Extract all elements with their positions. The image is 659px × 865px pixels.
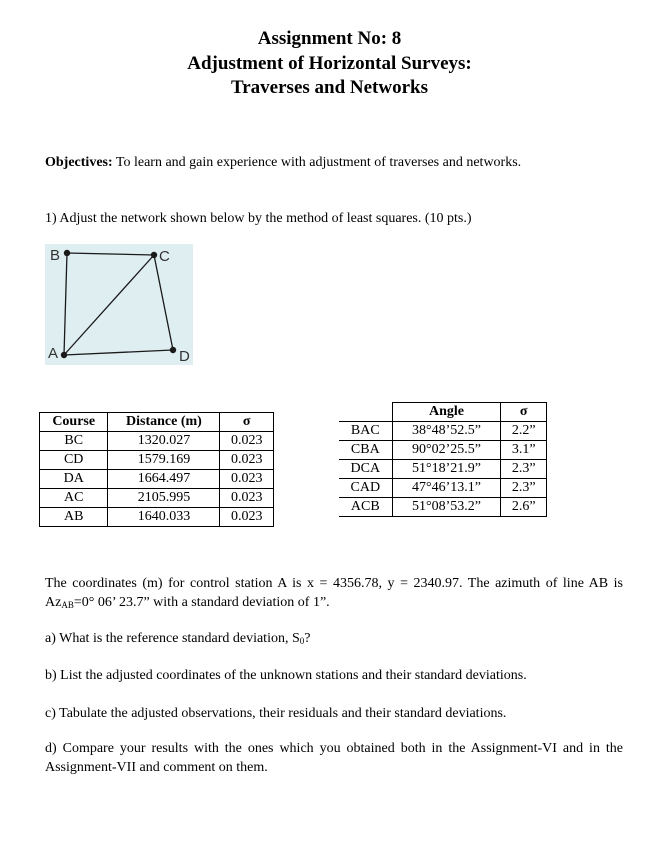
angle-value-cell: 47°46’13.1” bbox=[392, 479, 501, 498]
header-course: Course bbox=[40, 413, 108, 432]
point-b bbox=[64, 250, 70, 256]
sigma-cell: 0.023 bbox=[220, 508, 274, 527]
network-diagram bbox=[45, 244, 193, 365]
network-figure bbox=[45, 244, 193, 365]
sigma-cell: 3.1” bbox=[501, 441, 547, 460]
table-row bbox=[339, 479, 547, 498]
sigma-cell: 0.023 bbox=[220, 489, 274, 508]
sigma-cell: 2.3” bbox=[501, 479, 547, 498]
angle-name-cell: ACB bbox=[339, 498, 392, 517]
angle-name-cell: CBA bbox=[339, 441, 392, 460]
azimuth-subscript: AB bbox=[61, 599, 74, 610]
line-ac bbox=[64, 255, 154, 355]
table-row bbox=[40, 489, 274, 508]
sigma-cell: 2.3” bbox=[501, 460, 547, 479]
table-row bbox=[40, 432, 274, 451]
point-d bbox=[170, 347, 176, 353]
angle-value-cell: 51°18’21.9” bbox=[392, 460, 501, 479]
coordinates-text-1: The coordinates (m) for control station A is x = 4356.78, y = 2340.97. The azimuth of line AB is Az bbox=[45, 576, 623, 610]
header-blank bbox=[339, 403, 392, 422]
sigma-cell: 2.2” bbox=[501, 422, 547, 441]
question-c: c) Tabulate the adjusted observations, their residuals and their standard deviations. bbox=[45, 706, 507, 721]
point-a bbox=[61, 352, 67, 358]
header-sigma: σ bbox=[220, 413, 274, 432]
objectives-text: To learn and gain experience with adjustment of traverses and networks. bbox=[112, 155, 522, 170]
coordinates-paragraph bbox=[45, 575, 623, 614]
table-row bbox=[339, 441, 547, 460]
course-cell: DA bbox=[40, 470, 108, 489]
distance-cell: 2105.995 bbox=[108, 489, 220, 508]
question-d: d) Compare your results with the ones which you obtained both in the Assignment-VI and in the Assignment-VII and comment on them. bbox=[45, 741, 623, 775]
label-b: B bbox=[50, 247, 61, 264]
label-a: A bbox=[48, 345, 59, 362]
objectives-paragraph bbox=[45, 154, 623, 173]
angle-table-header bbox=[339, 403, 547, 422]
line-da bbox=[64, 350, 173, 355]
sigma-cell: 0.023 bbox=[220, 451, 274, 470]
label-d: D bbox=[179, 348, 190, 365]
course-cell: AC bbox=[40, 489, 108, 508]
angle-name-cell: CAD bbox=[339, 479, 392, 498]
distance-table-header bbox=[40, 413, 274, 432]
sigma-cell: 2.6” bbox=[501, 498, 547, 517]
title-line-1: Assignment No: 8 bbox=[257, 28, 402, 49]
table-row bbox=[339, 498, 547, 517]
table-row bbox=[339, 422, 547, 441]
distance-cell: 1320.027 bbox=[108, 432, 220, 451]
angle-value-cell: 51°08’53.2” bbox=[392, 498, 501, 517]
header-distance: Distance (m) bbox=[108, 413, 220, 432]
course-cell: CD bbox=[40, 451, 108, 470]
table-row bbox=[40, 451, 274, 470]
header-angle: Angle bbox=[392, 403, 501, 422]
angle-name-cell: DCA bbox=[339, 460, 392, 479]
distance-cell: 1579.169 bbox=[108, 451, 220, 470]
question-a bbox=[45, 630, 623, 651]
title-line-2: Adjustment of Horizontal Surveys: bbox=[187, 53, 472, 74]
title-line-3: Traverses and Networks bbox=[230, 77, 428, 98]
sigma-cell: 0.023 bbox=[220, 432, 274, 451]
distance-cell: 1664.497 bbox=[108, 470, 220, 489]
question-b: b) List the adjusted coordinates of the unknown stations and their standard deviations. bbox=[45, 668, 527, 683]
line-ba bbox=[64, 253, 67, 355]
angle-value-cell: 38°48’52.5” bbox=[392, 422, 501, 441]
distance-table bbox=[39, 412, 274, 527]
header-sigma: σ bbox=[501, 403, 547, 422]
line-bc bbox=[67, 253, 154, 255]
question-a-end: ? bbox=[304, 631, 311, 646]
question-a-text: a) What is the reference standard deviation, S bbox=[45, 631, 300, 646]
sigma-cell: 0.023 bbox=[220, 470, 274, 489]
angle-name-cell: BAC bbox=[339, 422, 392, 441]
table-row bbox=[339, 460, 547, 479]
objectives-label: Objectives: bbox=[45, 155, 113, 170]
course-cell: AB bbox=[40, 508, 108, 527]
distance-cell: 1640.033 bbox=[108, 508, 220, 527]
table-row bbox=[40, 508, 274, 527]
angle-value-cell: 90°02’25.5” bbox=[392, 441, 501, 460]
question-1: 1) Adjust the network shown below by the method of least squares. (10 pts.) bbox=[45, 211, 472, 226]
point-c bbox=[151, 252, 157, 258]
question-a-subscript: 0 bbox=[299, 636, 305, 646]
coordinates-text-2: =0° 06’ 23.7” with a standard deviation of 1”. bbox=[73, 594, 330, 610]
table-row bbox=[40, 470, 274, 489]
label-c: C bbox=[159, 248, 170, 265]
line-cd bbox=[154, 255, 173, 350]
angle-table bbox=[339, 402, 547, 517]
course-cell: BC bbox=[40, 432, 108, 451]
